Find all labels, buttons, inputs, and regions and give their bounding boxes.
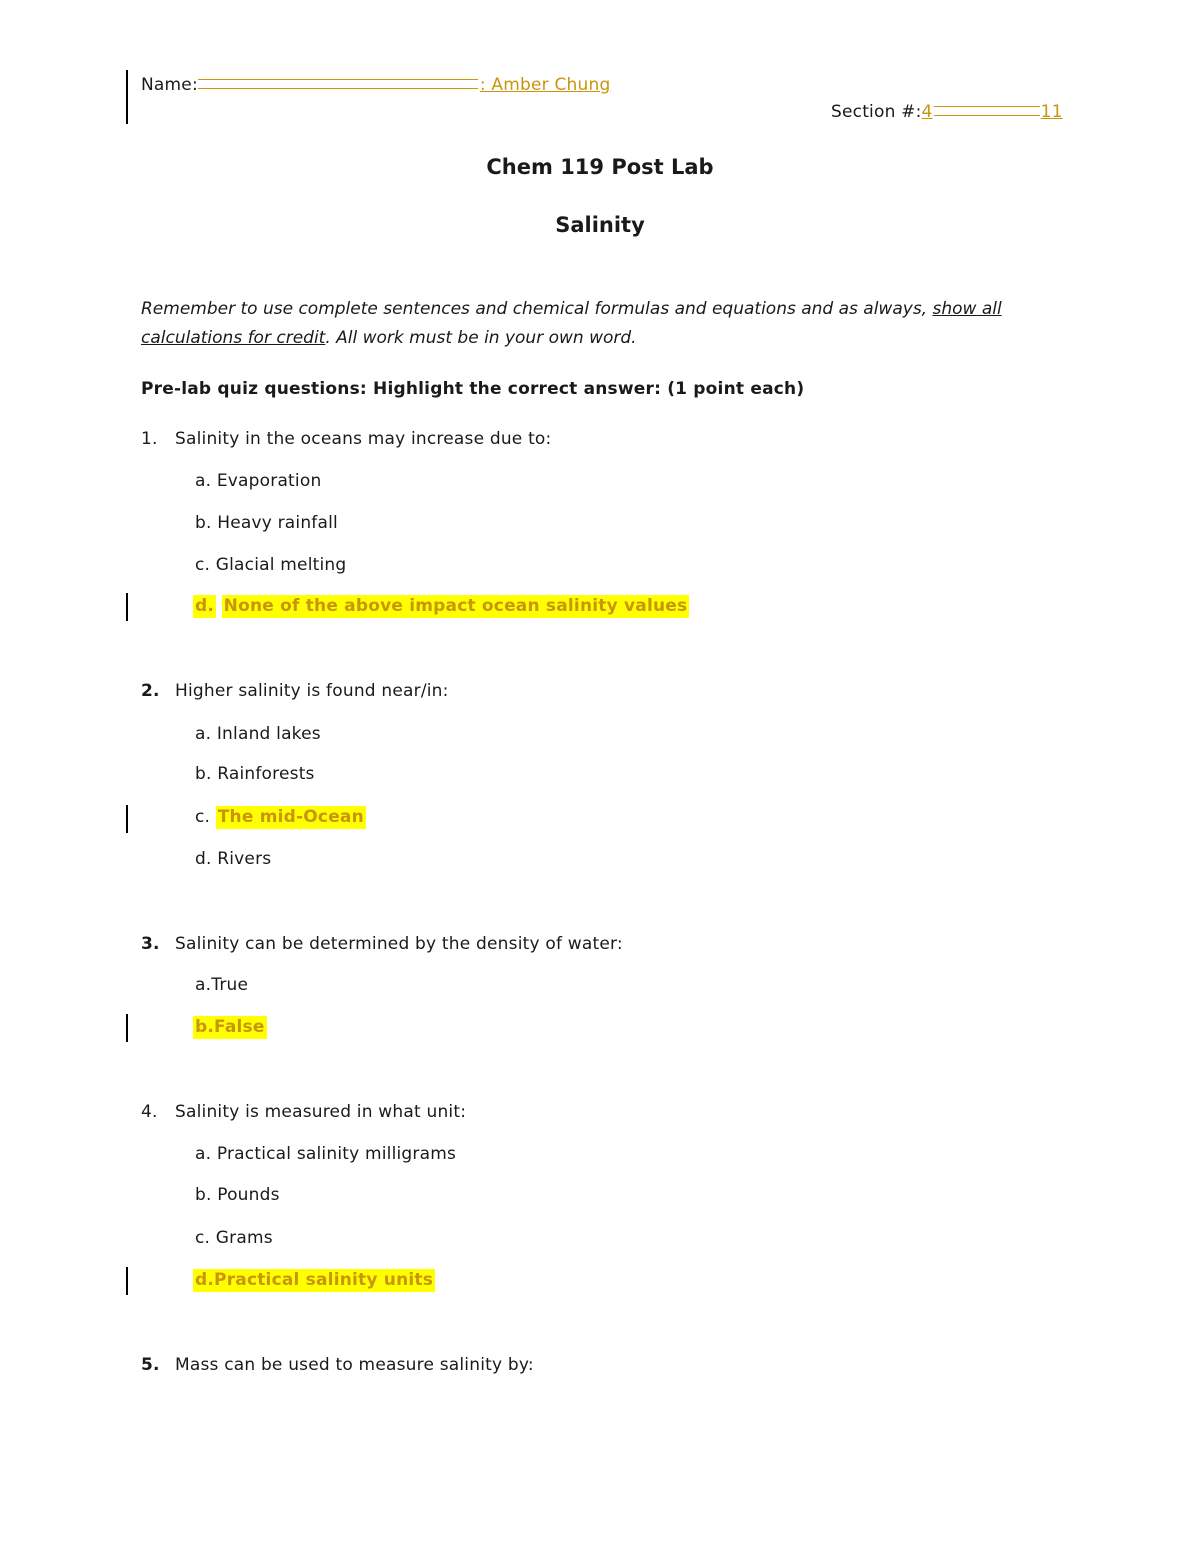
page-title: Chem 119 Post Lab: [486, 155, 714, 179]
option-text: None of the above impact ocean salinity values: [223, 596, 688, 616]
option-text: Practical salinity milligrams: [216, 1144, 457, 1164]
highlighted-answer-option[interactable]: [193, 596, 689, 616]
change-bar: [126, 805, 128, 833]
prelab-heading: Pre-lab quiz questions: Highlight the correct answer: (1 point each): [141, 379, 805, 399]
option-text: Rainforests: [217, 764, 315, 784]
section-label: Section #:: [831, 102, 922, 122]
page-subtitle: Salinity: [555, 213, 645, 237]
option-letter: a.: [195, 975, 212, 995]
option-text: Rivers: [217, 849, 272, 869]
section-underline: [934, 106, 1040, 116]
option-text: Grams: [215, 1228, 273, 1248]
answer-option[interactable]: [195, 724, 321, 744]
option-text: Evaporation: [216, 471, 322, 491]
answer-option[interactable]: [195, 1185, 280, 1205]
question-number: 5.: [141, 1355, 160, 1375]
answer-option[interactable]: [195, 471, 321, 491]
question: [141, 934, 623, 954]
instructions-line-1: [141, 299, 1002, 319]
option-letter: c.: [195, 807, 211, 827]
answer-option[interactable]: [195, 764, 315, 784]
option-letter: a.: [195, 724, 212, 744]
option-letter: c.: [195, 1228, 211, 1248]
change-bar: [126, 1267, 128, 1295]
option-letter: b.: [195, 764, 212, 784]
question-text: Salinity in the oceans may increase due to:: [175, 429, 552, 449]
section-old-value[interactable]: 4: [921, 102, 933, 122]
option-letter: d.: [195, 596, 215, 616]
instructions-text: Remember to use complete sentences and chemical formulas and equations and as always,: [141, 299, 933, 319]
name-value[interactable]: : Amber Chung: [479, 75, 611, 95]
option-letter: d.: [195, 1270, 215, 1290]
question: [141, 1355, 534, 1375]
name-underline: [198, 79, 478, 89]
highlighted-answer-option[interactable]: [193, 1017, 267, 1037]
option-text: Inland lakes: [216, 724, 321, 744]
change-bar: [126, 1014, 128, 1042]
instructions-underlined: calculations for credit: [141, 328, 326, 348]
option-text: Practical salinity units: [214, 1270, 434, 1290]
option-letter: a.: [195, 1144, 212, 1164]
change-bar: [126, 593, 128, 621]
instructions-line-2: [141, 328, 637, 348]
question-text: Higher salinity is found near/in:: [175, 681, 449, 701]
option-text: True: [211, 975, 249, 995]
option-letter: b.: [195, 1017, 215, 1037]
question-text: Salinity can be determined by the density of water:: [175, 934, 623, 954]
question: [141, 681, 449, 701]
option-letter: a.: [195, 471, 212, 491]
section-new-value[interactable]: 11: [1040, 102, 1063, 122]
option-letter: b.: [195, 1185, 212, 1205]
answer-option[interactable]: [195, 1144, 456, 1164]
highlighted-answer-option[interactable]: [193, 1270, 435, 1290]
instructions-underlined: show all: [932, 299, 1002, 319]
answer-option[interactable]: [195, 849, 271, 869]
option-text: Heavy rainfall: [217, 513, 338, 533]
section-field[interactable]: [831, 102, 1063, 122]
question-number: 4.: [141, 1102, 158, 1122]
question-text: Mass can be used to measure salinity by:: [175, 1355, 534, 1375]
question-number: 3.: [141, 934, 160, 954]
question-number: 2.: [141, 681, 160, 701]
option-letter: b.: [195, 513, 212, 533]
option-text: Pounds: [217, 1185, 280, 1205]
question-text: Salinity is measured in what unit:: [175, 1102, 467, 1122]
answer-option[interactable]: [195, 1228, 273, 1248]
option-text: The mid-Ocean: [217, 807, 364, 827]
answer-option[interactable]: [195, 555, 346, 575]
answer-option[interactable]: [195, 513, 338, 533]
change-bar: [126, 70, 128, 124]
highlighted-answer-option[interactable]: [195, 807, 366, 827]
question: [141, 429, 551, 449]
name-field[interactable]: [141, 75, 610, 95]
question: [141, 1102, 466, 1122]
option-letter: d.: [195, 849, 212, 869]
name-label: Name:: [141, 75, 198, 95]
instructions-text: . All work must be in your own word.: [325, 328, 637, 348]
question-number: 1.: [141, 429, 158, 449]
answer-option[interactable]: [195, 975, 248, 995]
option-text: Glacial melting: [215, 555, 347, 575]
option-text: False: [214, 1017, 265, 1037]
option-letter: c.: [195, 555, 211, 575]
